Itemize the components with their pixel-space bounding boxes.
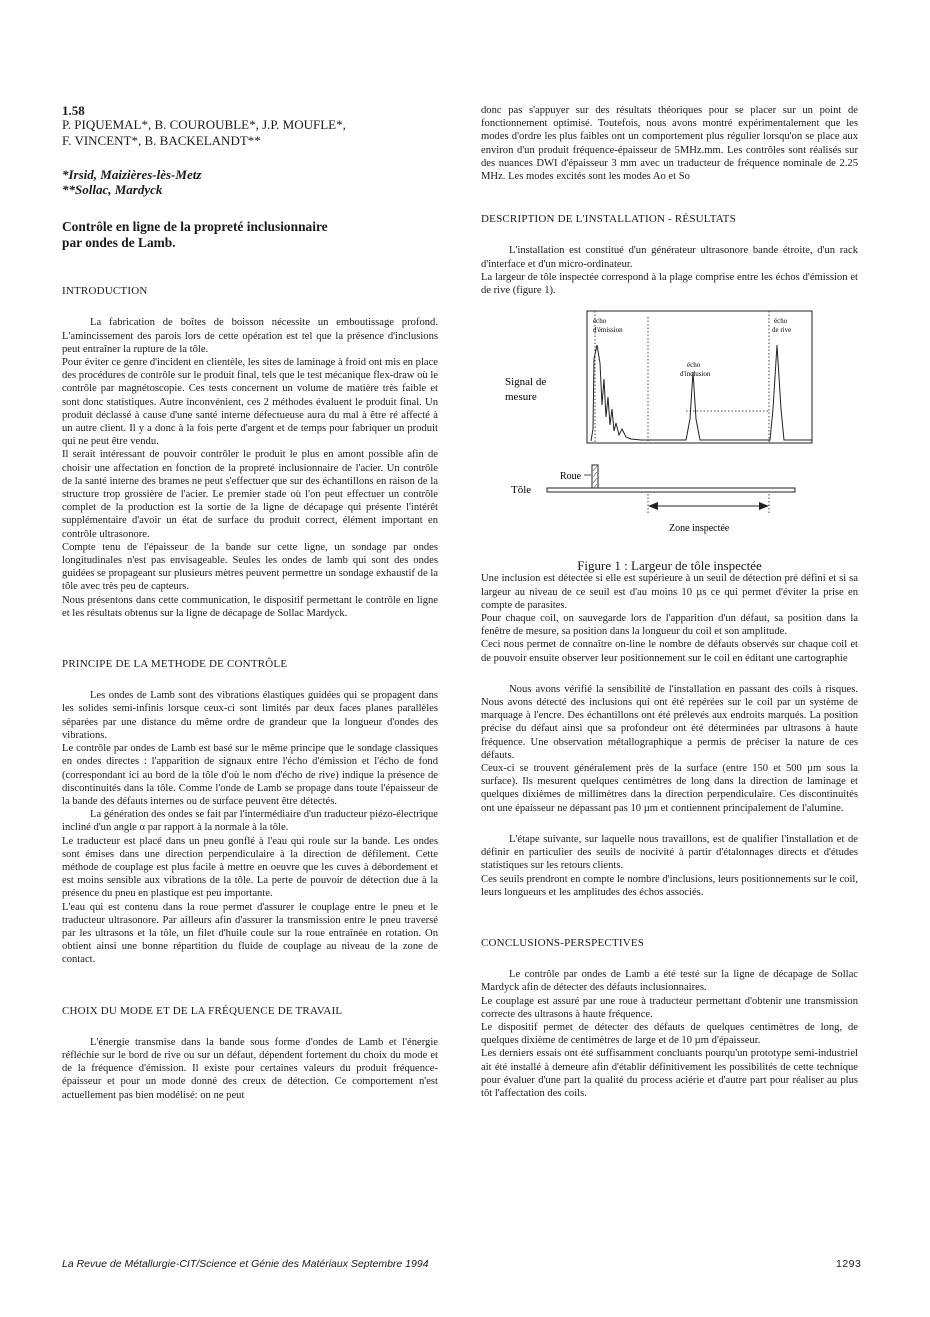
title-line: par ondes de Lamb. xyxy=(62,235,176,251)
paragraph: Ceux-ci se trouvent généralement près de la surface (entre 150 et 500 µm sous la surface). Ils mesurent quelques centimètres de long dans la direction de laminage et quelques dixièmes de millimètres dans la direction perpendiculaire. Ces discontinuités ont une épaisseur ne dépassant pas 10 µm et contiennent principalement de l'alumine. xyxy=(481,763,858,814)
authors-line: F. VINCENT*, B. BACKELANDT** xyxy=(62,133,261,149)
paragraph: L'eau qui est contenu dans la roue permet d'assurer le couplage entre le pneu et le traducteur ultrasonore. Par ailleurs afin d'assurer la transmission entre le pneu traversé par les ultrasons et la tôle, un filet d'huile coule sur la roue entraînée en rotation. On obtient ainsi une bonne répartition du fluide de couplage au niveau de la zone de contact. xyxy=(62,901,438,966)
section-heading-introduction: INTRODUCTION xyxy=(62,285,148,298)
affiliations xyxy=(62,167,438,197)
paragraph: donc pas s'appuyer sur des résultats théoriques pour se placer sur un point de fonctionnement optimisé. Toutefois, nous avons montré expérimentalement que les modes d'ordre les plus faibles ont un comportement plus régulier lorsqu'on se place aux environ d'un produit fréquence-épaisseur de 5MHz.mm. Les contrôles sont réalisés sur des nuances DWI d'épaisseur 3 mm avec un traducteur de fréquence nominale de 2.25 MHz. Les modes excités sont les modes Ao et So xyxy=(481,105,858,183)
paragraph: Pour éviter ce genre d'incident en clientèle, les sites de laminage à froid ont mis en place des procédures de contrôle sur le produit final, tels que le test mécanique flex-draw où le contrôle par magnétoscopie. Ces tests concernent un volume de matière très faible et sont donc statistiques. Autre inconvénient, ces 2 méthodes évaluent le produit final. Un produit déclassé à cause d'une santé interne défectueuse aura du mal à être ré affecté à un autre client. Il y a donc à la fois perte d'argent et de temps pour fabriquer un produit qui ne peut être vendu. xyxy=(62,357,438,448)
signal-label: mesure xyxy=(505,391,537,404)
footer-page-number: 1293 xyxy=(836,1258,862,1270)
footer-journal: La Revue de Métallurgie-CIT/Science et Génie des Matériaux Septembre 1994 xyxy=(62,1258,429,1270)
signal-label: Signal de xyxy=(505,376,547,389)
echo-inclusion-label: d'inclusion xyxy=(680,370,711,379)
section-heading-description: DESCRIPTION DE L'INSTALLATION - RÉSULTATS xyxy=(481,213,736,226)
tole-label: Tôle xyxy=(511,484,532,497)
affiliation-line: **Sollac, Mardyck xyxy=(62,182,163,198)
paragraph: Nous présentons dans cette communication, le dispositif permettant le contrôle en ligne et les résultats obtenus sur la ligne de décapage de Sollac Mardyck. xyxy=(62,594,438,619)
paragraph: L'étape suivante, sur laquelle nous travaillons, est de qualifier l'installation et de définir en particulier des seuils de nocivité à partir d'étalonnages directs et d'études statistiques sur les retours clients. xyxy=(481,833,858,872)
paragraph: Ces seuils prendront en compte le nombre d'inclusions, leurs positionnements sur le coil, leurs longueurs et les amplitudes des échos associés. xyxy=(481,873,858,898)
paragraph: Nous avons vérifié la sensibilité de l'installation en passant des coils à risques. Nous avons détecté des inclusions qui ont été repérées sur le coil par un système de marquage à l'encre. Des échantillons ont été prélevés aux endroits marqués. La position précise du défaut ainsi que sa profondeur ont été déterminées par ultrasons à haute fréquence. Une observation métallographique a permis de préciser la nature de ces défauts. xyxy=(481,683,858,761)
figure-1 xyxy=(481,309,858,559)
paragraph: Le contrôle par ondes de Lamb a été testé sur la ligne de décapage de Sollac Mardyck afin de détecter des défauts inclusionnaires. xyxy=(481,969,858,994)
section-heading-conclusions: CONCLUSIONS-PERSPECTIVES xyxy=(481,936,645,949)
echo-rive-label: de rive xyxy=(772,326,792,335)
paragraph: Pour chaque coil, on sauvegarde lors de l'apparition d'un défaut, sa position dans la fenêtre de mesure, sa position dans la longueur du coil et son amplitude. xyxy=(481,613,858,638)
paragraph: L'énergie transmise dans la bande sous forme d'ondes de Lamb et l'énergie réfléchie sur le bord de rive ou sur un défaut, dépendent fortement du choix du mode et de la fréquence d'émission. Il existe pour certaines valeurs du produit fréquence-épaisseur et pour un mode donné des creux de détection. Ce comportement n'est actuellement pas bien modélisé: on ne peut xyxy=(62,1036,438,1101)
figure-1-diagram xyxy=(481,309,858,559)
paragraph: La fabrication de boîtes de boisson nécessite un emboutissage profond. L'amincissement des parois lors de cette opération est tel que la présence d'inclusions peut entraîner la rupture de la tôle. xyxy=(62,317,438,355)
figure-caption: Figure 1 : Largeur de tôle inspectée xyxy=(577,558,762,574)
paragraph: La génération des ondes se fait par l'intermédiaire d'un traducteur piézo-électrique incliné d'un angle α par rapport à la normale à la tôle. xyxy=(62,809,438,834)
article-title xyxy=(62,219,438,251)
section-heading-choix: CHOIX DU MODE ET DE LA FRÉQUENCE DE TRAVAIL xyxy=(62,1004,343,1017)
paragraph: Les derniers essais ont été suffisamment concluants pourqu'un prototype semi-industriel ait été installé à demeure afin d'établir définitivement les possibilités de cette technique pour évaluer d'une part la qualité du process aciérie et d'autre part pour réaliser au plus tôt l'affectation des coils. xyxy=(481,1048,858,1099)
signal-trace xyxy=(591,345,812,441)
paragraph: Il serait intéressant de pouvoir contrôler le produit le plus en amont possible afin de choisir une affectation en fonction de la propreté inclusionnaire de l'acier. Un contrôle de la santé interne des brames ne peut s'effectuer que sur des échantillons en raison de la structure trop grossière de l'acier. Le premier stade où l'on peut effectuer un contrôle complet de la production est la sortie de la ligne de décapage qui présente l'intérêt supplémentaire d'avoir un état de surface du produit correct, élément important en contrôle ultrasonore. xyxy=(62,449,438,540)
section-heading-principe: PRINCIPE DE LA METHODE DE CONTRÔLE xyxy=(62,658,288,671)
paragraph: L'installation est constitué d'un générateur ultrasonore bande étroite, d'un rack d'interface et d'un micro-ordinateur. xyxy=(481,245,858,270)
paragraph: La largeur de tôle inspectée correspond à la plage comprise entre les échos d'émission et de rive (figure 1). xyxy=(481,271,858,297)
echo-emission-label: d'émission xyxy=(593,326,623,335)
title-line: Contrôle en ligne de la propreté inclusionnaire xyxy=(62,219,328,235)
right-column xyxy=(481,104,858,1100)
zone-label: Zone inspectée xyxy=(669,523,730,535)
paragraph: Le dispositif permet de détecter des défauts de quelques centimètres de long, de quelques dixième de centimètres de large et de 10 µm d'épaisseur. xyxy=(481,1021,858,1047)
paragraph: Le couplage est assuré par une roue à traducteur permettant d'obtenir une transmission correcte des ultrasons à haute fréquence. xyxy=(481,995,858,1020)
paragraph: Une inclusion est détectée si elle est supérieure à un seuil de détection pré défini et si sa largeur au niveau de ce seuil est d'au moins 10 µs ce qui permet d'éviter la prise en compte de parasites. xyxy=(481,573,858,611)
echo-emission-label: écho xyxy=(593,317,607,326)
tole-shape xyxy=(547,488,795,492)
paragraph: Les ondes de Lamb sont des vibrations élastiques guidées qui se propagent dans les solides semi-infinis lorsque ceux-ci sont limités par deux faces planes parallèles séparées par une distance du même ordre de grandeur que la longueur d'ondes des vibrations. xyxy=(62,690,438,741)
echo-inclusion-label: écho xyxy=(687,361,701,370)
paragraph: Ceci nous permet de connaître on-line le nombre de défauts observés sur chaque coil et de pouvoir ensuite observer leur positionnement sur le coil en éditant une cartographie xyxy=(481,639,858,664)
left-column xyxy=(62,104,438,1102)
paragraph: Le traducteur est placé dans un pneu gonflé à l'eau qui roule sur la bande. Les ondes sont émises dans une direction perpendiculaire à la direction de défilement. Cette méthode de couplage est plus facile à mettre en oeuvre que les cuves à débordement et est moins sensible aux vibrations de la tôle. La perte de pouvoir de détection due à la présence du pneu en plastique est peu importante. xyxy=(62,835,438,900)
authors xyxy=(62,117,438,149)
echo-rive-label: écho xyxy=(774,317,788,326)
paragraph: Compte tenu de l'épaisseur de la bande sur cette ligne, un sondage par ondes longitudinales n'est pas envisageable. Seules les ondes de lamb qui sont des ondes guidées se propageant sur plusieurs mètres peuvent permettre un sondage exhaustif de la tôle avec très peu de capteurs. xyxy=(62,541,438,593)
authors-line: P. PIQUEMAL*, B. COUROUBLE*, J.P. MOUFLE*, xyxy=(62,117,346,133)
roue-label: Roue xyxy=(560,471,582,483)
affiliation-line: *Irsid, Maizières-lès-Metz xyxy=(62,167,202,183)
article-number: 1.58 xyxy=(62,103,85,118)
paragraph: Le contrôle par ondes de Lamb est basé sur le même principe que le sondage classiques en ondes directes : l'apparition de signaux entre l'écho d'émission et l'écho de fond (correspondant ici au bord de la tôle d'où le nom d'écho de rive) indique la présence de discontinuités dans la tôle. Comme l'onde de Lamb se propage dans toute l'épaisseur de la bande des défauts internes ou de surface peuvent être détectés. xyxy=(62,743,438,807)
